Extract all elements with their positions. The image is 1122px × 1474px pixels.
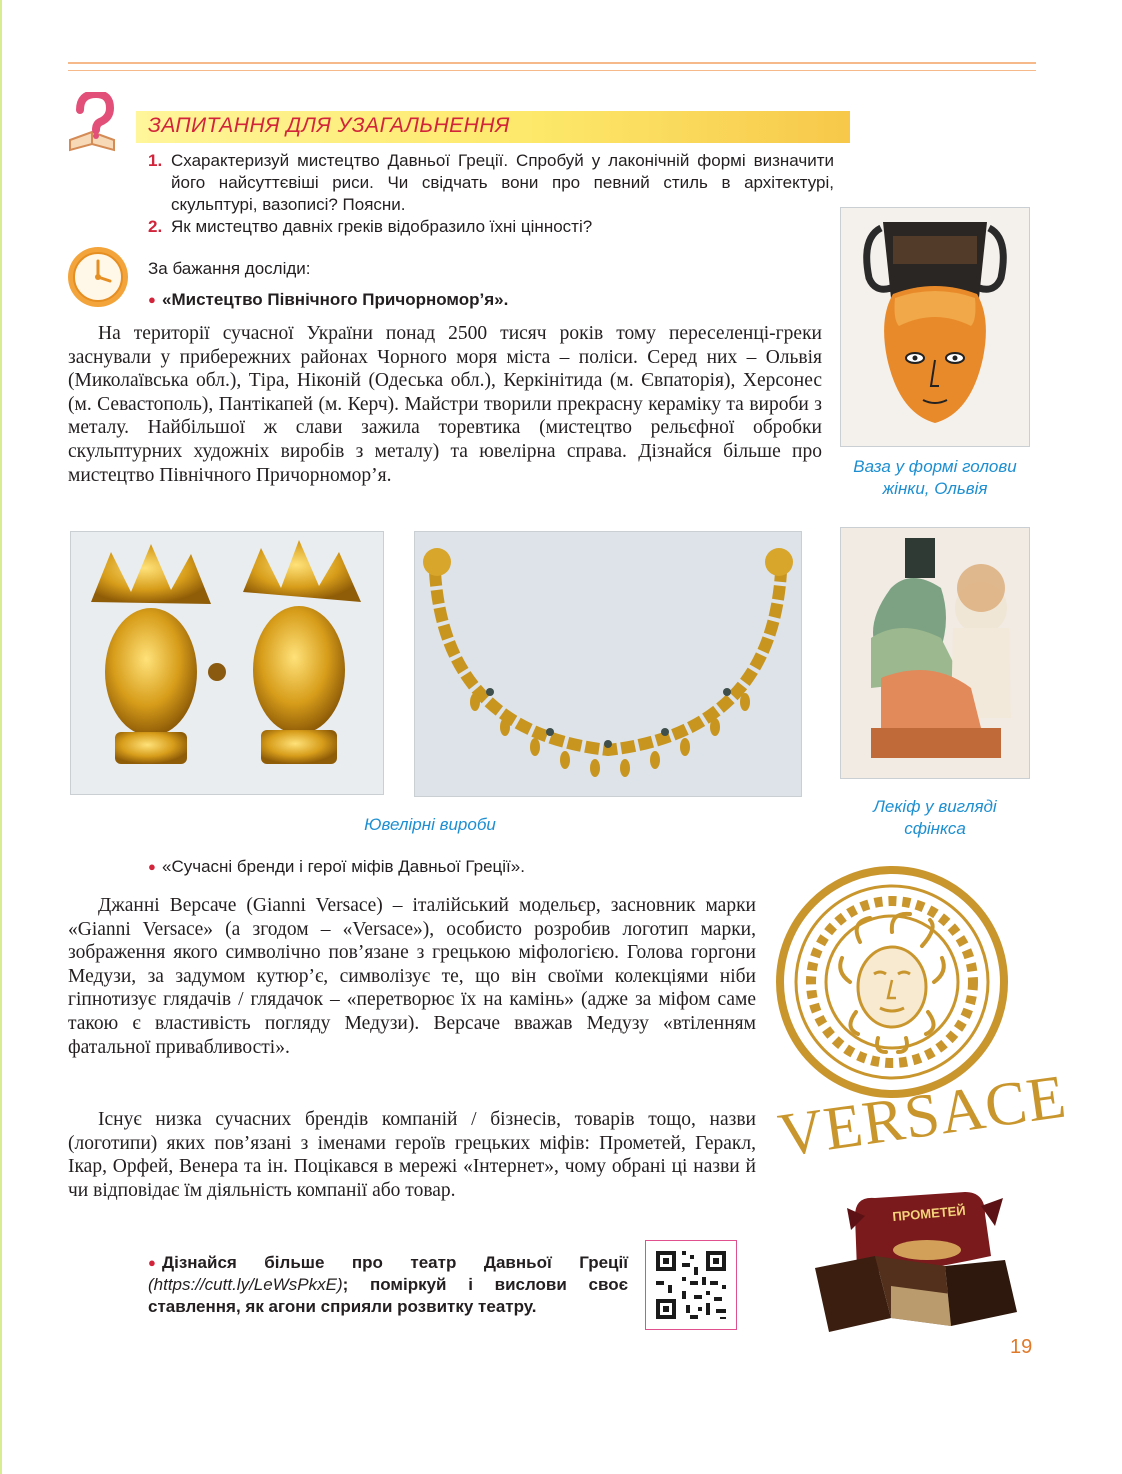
gold-earrings-photo [70,531,384,795]
paragraph-brands: Існує низка сучасних брендів компаній / бізнесів, товарів тощо, назви (логотипи) яких пов’язані з іменами героїв грецьких міфів: Прометей, Геракл, Ікар, Орфей, Венера та ін. Поцікався в мережі «Інтернет», чому обрані ці назви й чи відповідає їм діяльність компанії або товар. [68,1109,756,1201]
question-number: 2. [148,217,163,236]
question-2 [148,216,834,238]
lekythos-sphinx-photo [840,527,1030,779]
research-topic-2: ● «Сучасні бренди і герої міфів Давньої Греції». [148,857,525,876]
bullet-icon: ● [148,859,156,874]
lekythos-caption: Лекіф у вигляді сфінкса [873,797,997,838]
question-text: Схарактеризуй мистецтво Давньої Греції. Спробуй у лаконічній формі визначити його найсуттєвіші риси. Чи свідчать вони про певний стиль в архітектурі, скульптурі, вазописі? Поясни. [171,151,834,214]
qr-code[interactable] [645,1240,737,1330]
research-intro: За бажання досліди: [148,259,311,278]
top-rule [68,62,1036,64]
versace-wordmark: VERSACE [774,1062,1071,1171]
question-text: Як мистецтво давніх греків відобразило їхні цінності? [171,217,593,236]
question-book-icon [64,92,120,156]
bullet-icon: ● [148,292,156,307]
vase-photo [840,207,1030,447]
vase-caption: Ваза у формі голови жінки, Ольвія [853,457,1017,498]
research-topic-1: ● «Мистецтво Північного Причорномор’я». [148,290,509,309]
candy-wrapper-label: ПРОМЕТЕЙ [891,1202,967,1225]
versace-logo [770,862,1071,1172]
question-number: 1. [148,151,163,170]
paragraph-black-sea: На території сучасної України понад 2500 тисяч років тому переселенці-греки заснували у прибережних районах Чорного моря міста – поліси. Серед них – Ольвія (Миколаївська обл.), Тіра, Ніконій (Одеська обл.), Керкінітида (м. Євпаторія), Херсонес (м. Севастополь), Пантікапей (м. Керч). Майстри творили прекрасну кераміку та вироби з металу. Найбільшої ж слави зажила торевтика (мистецтво рельєфної обробки скульптурних художніх виробів з металу) та ювелірна справа. Дізнайся більше про мистецтво Північного Причорномор’я. [68,323,822,486]
clock-icon [66,245,130,309]
top-rule-thin [68,70,1036,71]
bullet-icon: ● [148,1255,156,1270]
margin-line [0,0,2,1474]
section-title: ЗАПИТАННЯ ДЛЯ УЗАГАЛЬНЕННЯ [148,114,510,137]
question-1 [148,150,834,216]
jewelry-caption: Ювелірні вироби [364,815,496,834]
theatre-note: ● Дізнайся більше про театр Давньої Греції (https://cutt.ly/LeWsPkxE); поміркуй і вислови своє ставлення, як агони сприяли розвитку театру. [148,1253,628,1316]
theatre-link[interactable]: (https://cutt.ly/LeWsPkxE) [148,1275,343,1294]
gold-necklace-photo [414,531,802,797]
paragraph-versace: Джанні Версаче (Gianni Versace) – італійський модельєр, засновник марки «Gianni Versace» (а згодом – «Versace»), особисто розробив логотип марки, зображення якого символічно пов’язане з грецькою міфологією. Голова горгони Медузи, за задумом кутюр’є, символізує те, що він своїми колекціями ніби гіпнотизує глядачів / глядачок – «перетворює їх на камінь» (адже за міфом саме такою є властивість погляду Медузи). Версаче вважав Медузу «втіленням фатальної привабливості». [68,895,756,1058]
page-number: 19 [1010,1336,1033,1358]
prometei-candy-photo [795,1186,1023,1336]
